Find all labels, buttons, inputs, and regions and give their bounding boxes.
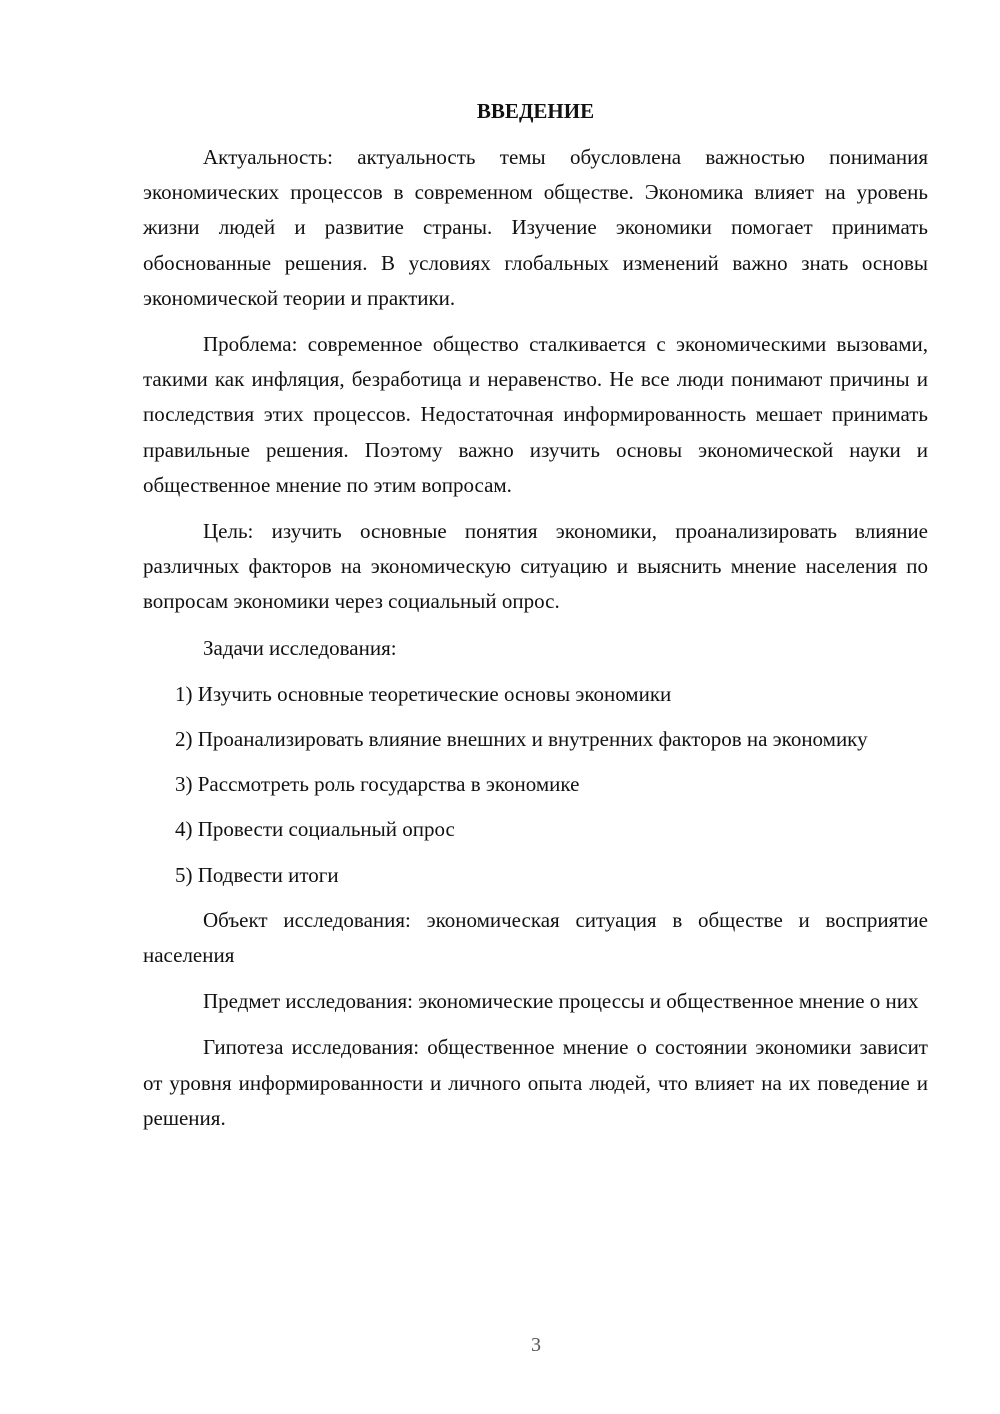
- task-item-5: 5) Подвести итоги: [175, 862, 339, 887]
- paragraph-object: Объект исследования: экономическая ситуация в обществе и восприятие населения: [143, 907, 928, 968]
- paragraph-problem: Проблема: современное общество сталкивается с экономическими вызовами, такими как инфляция, безработица и неравенство. Не все люди понимают причины и последствия этих процессов. Недостаточная информированность мешает принимать правильные решения. Поэтому важно изучить основы экономической науки и общественное мнение по этим вопросам.: [143, 332, 928, 497]
- task-item-4: 4) Провести социальный опрос: [175, 817, 455, 842]
- tasks-heading: Задачи исследования:: [203, 635, 397, 660]
- paragraph-hypothesis: Гипотеза исследования: общественное мнение о состоянии экономики зависит от уровня информированности и личного опыта людей, что влияет на их поведение и решения.: [143, 1035, 928, 1130]
- paragraph-relevance: Актуальность: актуальность темы обусловлена важностью понимания экономических процессов в современном обществе. Экономика влияет на уровень жизни людей и развитие страны. Изучение экономики помогает принимать обоснованные решения. В условиях глобальных изменений важно знать основы экономической теории и практики.: [143, 145, 928, 310]
- paragraph-goal: Цель: изучить основные понятия экономики, проанализировать влияние различных факторов на экономическую ситуацию и выяснить мнение населения по вопросам экономики через социальный опрос.: [143, 519, 928, 614]
- task-item-3: 3) Рассмотреть роль государства в экономике: [175, 772, 580, 797]
- paragraph-subject: Предмет исследования: экономические процессы и общественное мнение о них: [203, 989, 919, 1014]
- page-title: ВВЕДЕНИЕ: [476, 99, 595, 123]
- task-item-2: 2) Проанализировать влияние внешних и внутренних факторов на экономику: [175, 727, 868, 752]
- document-page: [143, 96, 928, 1147]
- task-item-1: 1) Изучить основные теоретические основы экономики: [175, 681, 672, 706]
- page-number: 3: [531, 1334, 541, 1356]
